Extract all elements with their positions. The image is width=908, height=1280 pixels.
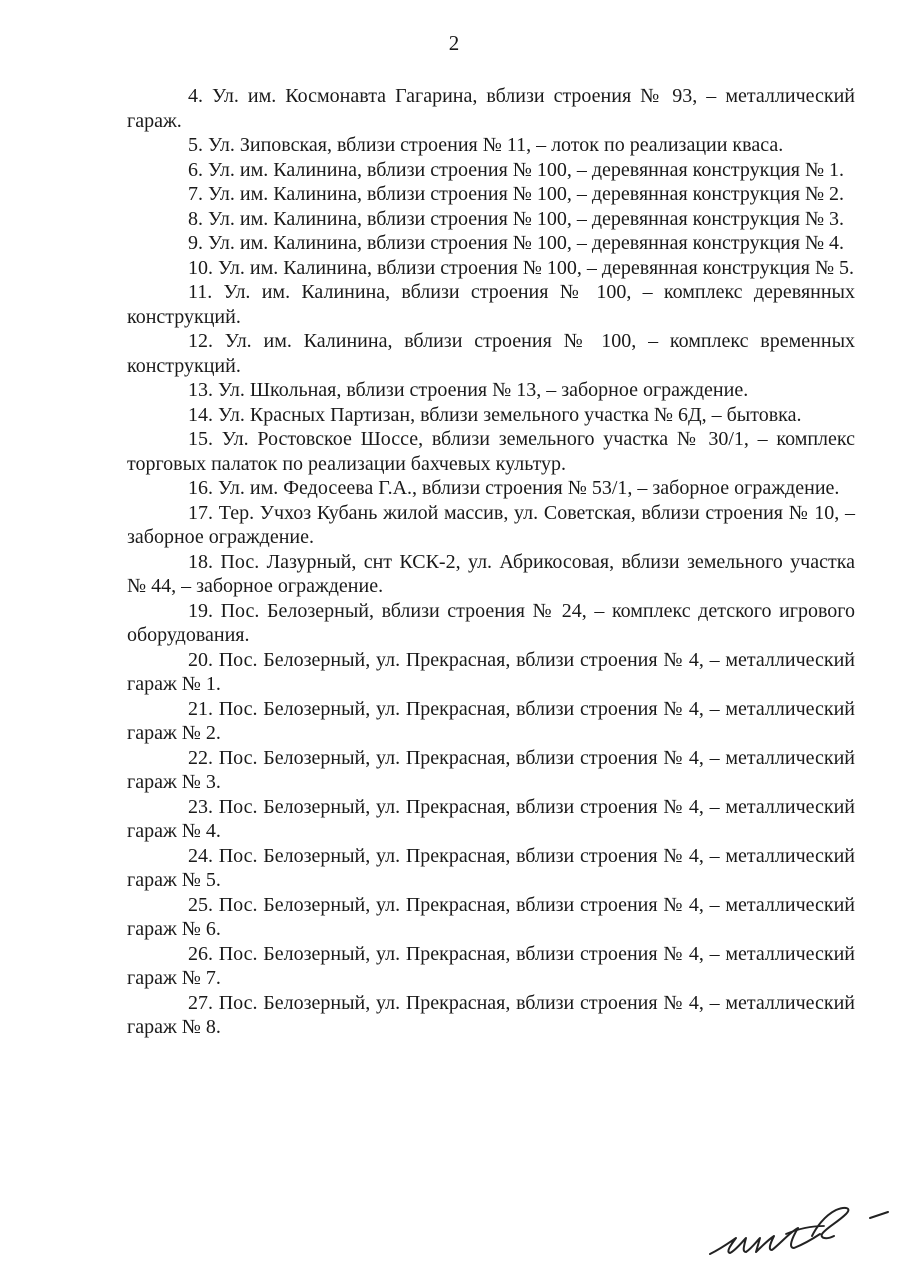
- list-item: 4. Ул. им. Космонавта Гагарина, вблизи строения № 93, – металлический гараж.: [127, 85, 855, 132]
- list-item: 17. Тер. Учхоз Кубань жилой массив, ул. Советская, вблизи строения № 10, – заборное ограждение.: [127, 501, 855, 548]
- item-list: [127, 84, 855, 1040]
- list-item: 14. Ул. Красных Партизан, вблизи земельного участка № 6Д, – бытовка.: [188, 403, 802, 426]
- list-item: 10. Ул. им. Калинина, вблизи строения № 100, – деревянная конструкция № 5.: [188, 256, 855, 279]
- list-item: 5. Ул. Зиповская, вблизи строения № 11, – лоток по реализации кваса.: [188, 134, 784, 156]
- page-number: 2: [448, 31, 460, 55]
- list-item: 20. Пос. Белозерный, ул. Прекрасная, вблизи строения № 4, – металлический гараж № 1.: [127, 648, 855, 695]
- list-item: 27. Пос. Белозерный, ул. Прекрасная, вблизи строения № 4, – металлический гараж № 8.: [127, 991, 855, 1038]
- list-item: 11. Ул. им. Калинина, вблизи строения № 100, – комплекс деревянных конструкций.: [127, 281, 855, 328]
- list-item: 16. Ул. им. Федосеева Г.А., вблизи строения № 53/1, – заборное ограждение.: [188, 477, 840, 499]
- list-item: 21. Пос. Белозерный, ул. Прекрасная, вблизи строения № 4, – металлический гараж № 2.: [127, 697, 855, 744]
- list-item: 7. Ул. им. Калинина, вблизи строения № 100, – деревянная конструкция № 2.: [188, 183, 845, 205]
- list-item: 22. Пос. Белозерный, ул. Прекрасная, вблизи строения № 4, – металлический гараж № 3.: [127, 746, 855, 793]
- handwritten-signature: [700, 1198, 900, 1268]
- list-item: 8. Ул. им. Калинина, вблизи строения № 100, – деревянная конструкция № 3.: [188, 207, 845, 230]
- list-item: 12. Ул. им. Калинина, вблизи строения № 100, – комплекс временных конструкций.: [127, 330, 855, 377]
- list-item: 24. Пос. Белозерный, ул. Прекрасная, вблизи строения № 4, – металлический гараж № 5.: [127, 844, 855, 891]
- list-item: 6. Ул. им. Калинина, вблизи строения № 100, – деревянная конструкция № 1.: [188, 158, 845, 181]
- list-item: 26. Пос. Белозерный, ул. Прекрасная, вблизи строения № 4, – металлический гараж № 7.: [127, 942, 855, 989]
- list-item: 15. Ул. Ростовское Шоссе, вблизи земельного участка № 30/1, – комплекс торговых палаток по реализации бахчевых культур.: [127, 428, 855, 475]
- list-item: 18. Пос. Лазурный, снт КСК-2, ул. Абрикосовая, вблизи земельного участка № 44, – заборное ограждение.: [127, 550, 855, 597]
- list-item: 9. Ул. им. Калинина, вблизи строения № 100, – деревянная конструкция № 4.: [188, 232, 845, 254]
- list-item: 13. Ул. Школьная, вблизи строения № 13, – заборное ограждение.: [188, 379, 749, 401]
- list-item: 25. Пос. Белозерный, ул. Прекрасная, вблизи строения № 4, – металлический гараж № 6.: [127, 893, 855, 940]
- list-item: 19. Пос. Белозерный, вблизи строения № 24, – комплекс детского игрового оборудования.: [127, 599, 855, 646]
- list-item: 23. Пос. Белозерный, ул. Прекрасная, вблизи строения № 4, – металлический гараж № 4.: [127, 795, 855, 842]
